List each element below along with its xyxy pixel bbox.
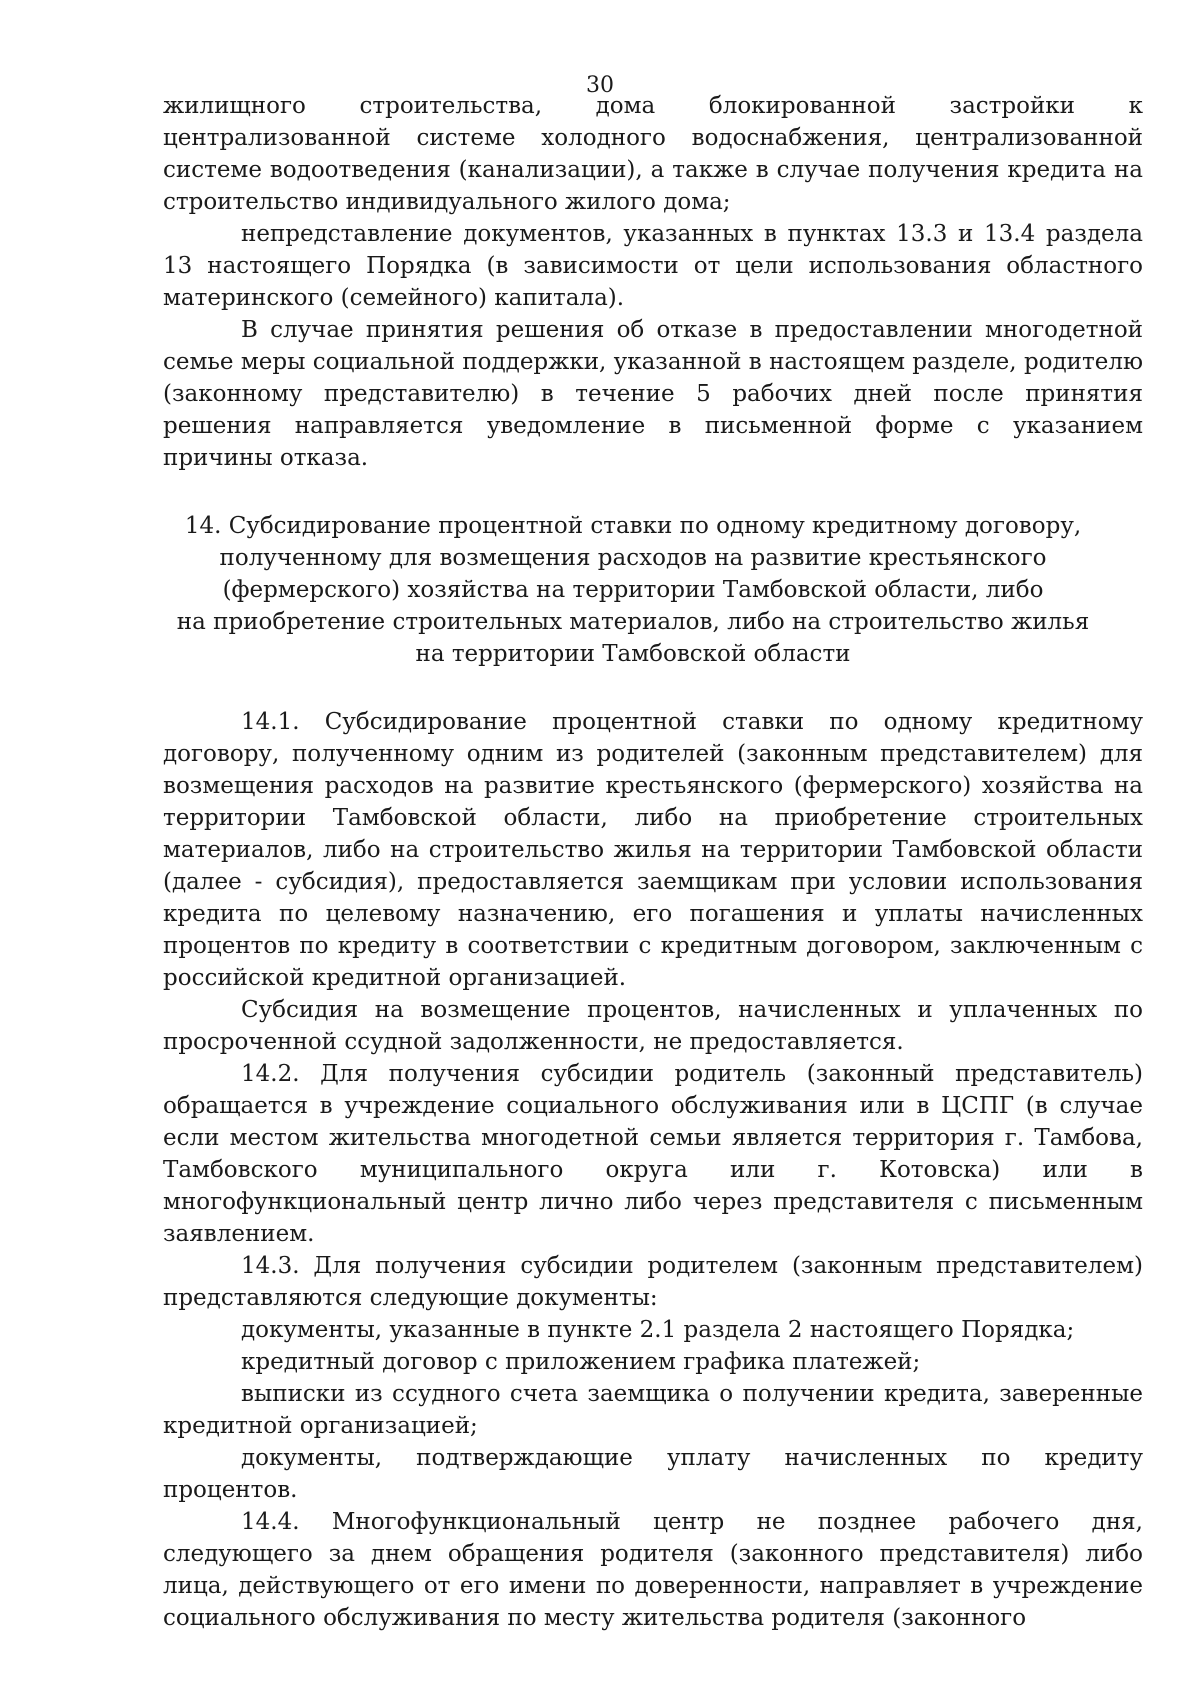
- paragraph-14-3-item: выписки из ссудного счета заемщика о получении кредита, заверенные кредитной организацией;: [163, 1381, 1143, 1439]
- paragraph-14-2: 14.2. Для получения субсидии родитель (законный представитель) обращается в учреждение социального обслуживания или в ЦСПГ (в случае если местом жительства многодетной семьи является территория г. Тамбова, Тамбовского муниципального округа или г. Котовска) или в многофункциональный центр лично либо через представителя с письменным заявлением.: [163, 1061, 1143, 1247]
- paragraph-14-4: 14.4. Многофункциональный центр не позднее рабочего дня, следующего за днем обращения родителя (законного представителя) либо лица, действующего от его имени по доверенности, направляет в учреждение социального обслуживания по месту жительства родителя (законного: [163, 1509, 1143, 1631]
- paragraph-nonsubmission: непредставление документов, указанных в пунктах 13.3 и 13.4 раздела 13 настоящего Порядка (в зависимости от цели использования областного материнского (семейного) капитала).: [163, 221, 1143, 311]
- spacer: [163, 474, 1143, 510]
- paragraph-14-3-item: кредитный договор с приложением графика платежей;: [241, 1349, 921, 1375]
- section-heading: [143, 510, 1123, 670]
- paragraph-14-1-overdue: Субсидия на возмещение процентов, начисленных и уплаченных по просроченной ссудной задолженности, не предоставляется.: [163, 997, 1143, 1055]
- section-heading-line: (фермерского) хозяйства на территории Тамбовской области, либо: [222, 577, 1044, 603]
- paragraph-continuation: жилищного строительства, дома блокированной застройки к централизованной системе холодного водоснабжения, централизованной системе водоотведения (канализации), а также в случае получения кредита на строительство индивидуального жилого дома;: [163, 93, 1143, 215]
- paragraph-refusal-notice: В случае принятия решения об отказе в предоставлении многодетной семье меры социальной поддержки, указанной в настоящем разделе, родителю (законному представителю) в течение 5 рабочих дней после принятия решения направляется уведомление в письменной форме с указанием причины отказа.: [163, 317, 1143, 471]
- page-number: 30: [586, 73, 614, 98]
- paragraph-14-3-item: документы, подтверждающие уплату начисленных по кредиту процентов.: [163, 1445, 1143, 1503]
- section-heading-line: на приобретение строительных материалов, либо на строительство жилья: [176, 609, 1090, 635]
- paragraphs-bottom: [163, 706, 1143, 1634]
- paragraphs-top: [163, 90, 1143, 474]
- paragraph-14-1: 14.1. Субсидирование процентной ставки по одному кредитному договору, полученному одним из родителей (законным представителем) для возмещения расходов на развитие крестьянского (фермерского) хозяйства на территории Тамбовской области, либо на приобретение строительных материалов, либо на строительство жилья на территории Тамбовской области (далее - субсидия), предоставляется заемщикам при условии использования кредита по целевому назначению, его погашения и уплаты начисленных процентов по кредиту в соответствии с кредитным договором, заключенным с российской кредитной организацией.: [163, 709, 1143, 991]
- section-heading-line: 14. Субсидирование процентной ставки по одному кредитному договору,: [184, 513, 1082, 539]
- spacer: [163, 670, 1143, 706]
- paragraph-14-3-item: документы, указанные в пункте 2.1 раздела 2 настоящего Порядка;: [241, 1317, 1075, 1343]
- section-heading-line: на территории Тамбовской области: [415, 641, 851, 667]
- document-body: [163, 90, 1143, 1634]
- section-heading-line: полученному для возмещения расходов на развитие крестьянского: [219, 545, 1047, 571]
- paragraph-14-3: 14.3. Для получения субсидии родителем (законным представителем) представляются следующие документы:: [163, 1253, 1143, 1311]
